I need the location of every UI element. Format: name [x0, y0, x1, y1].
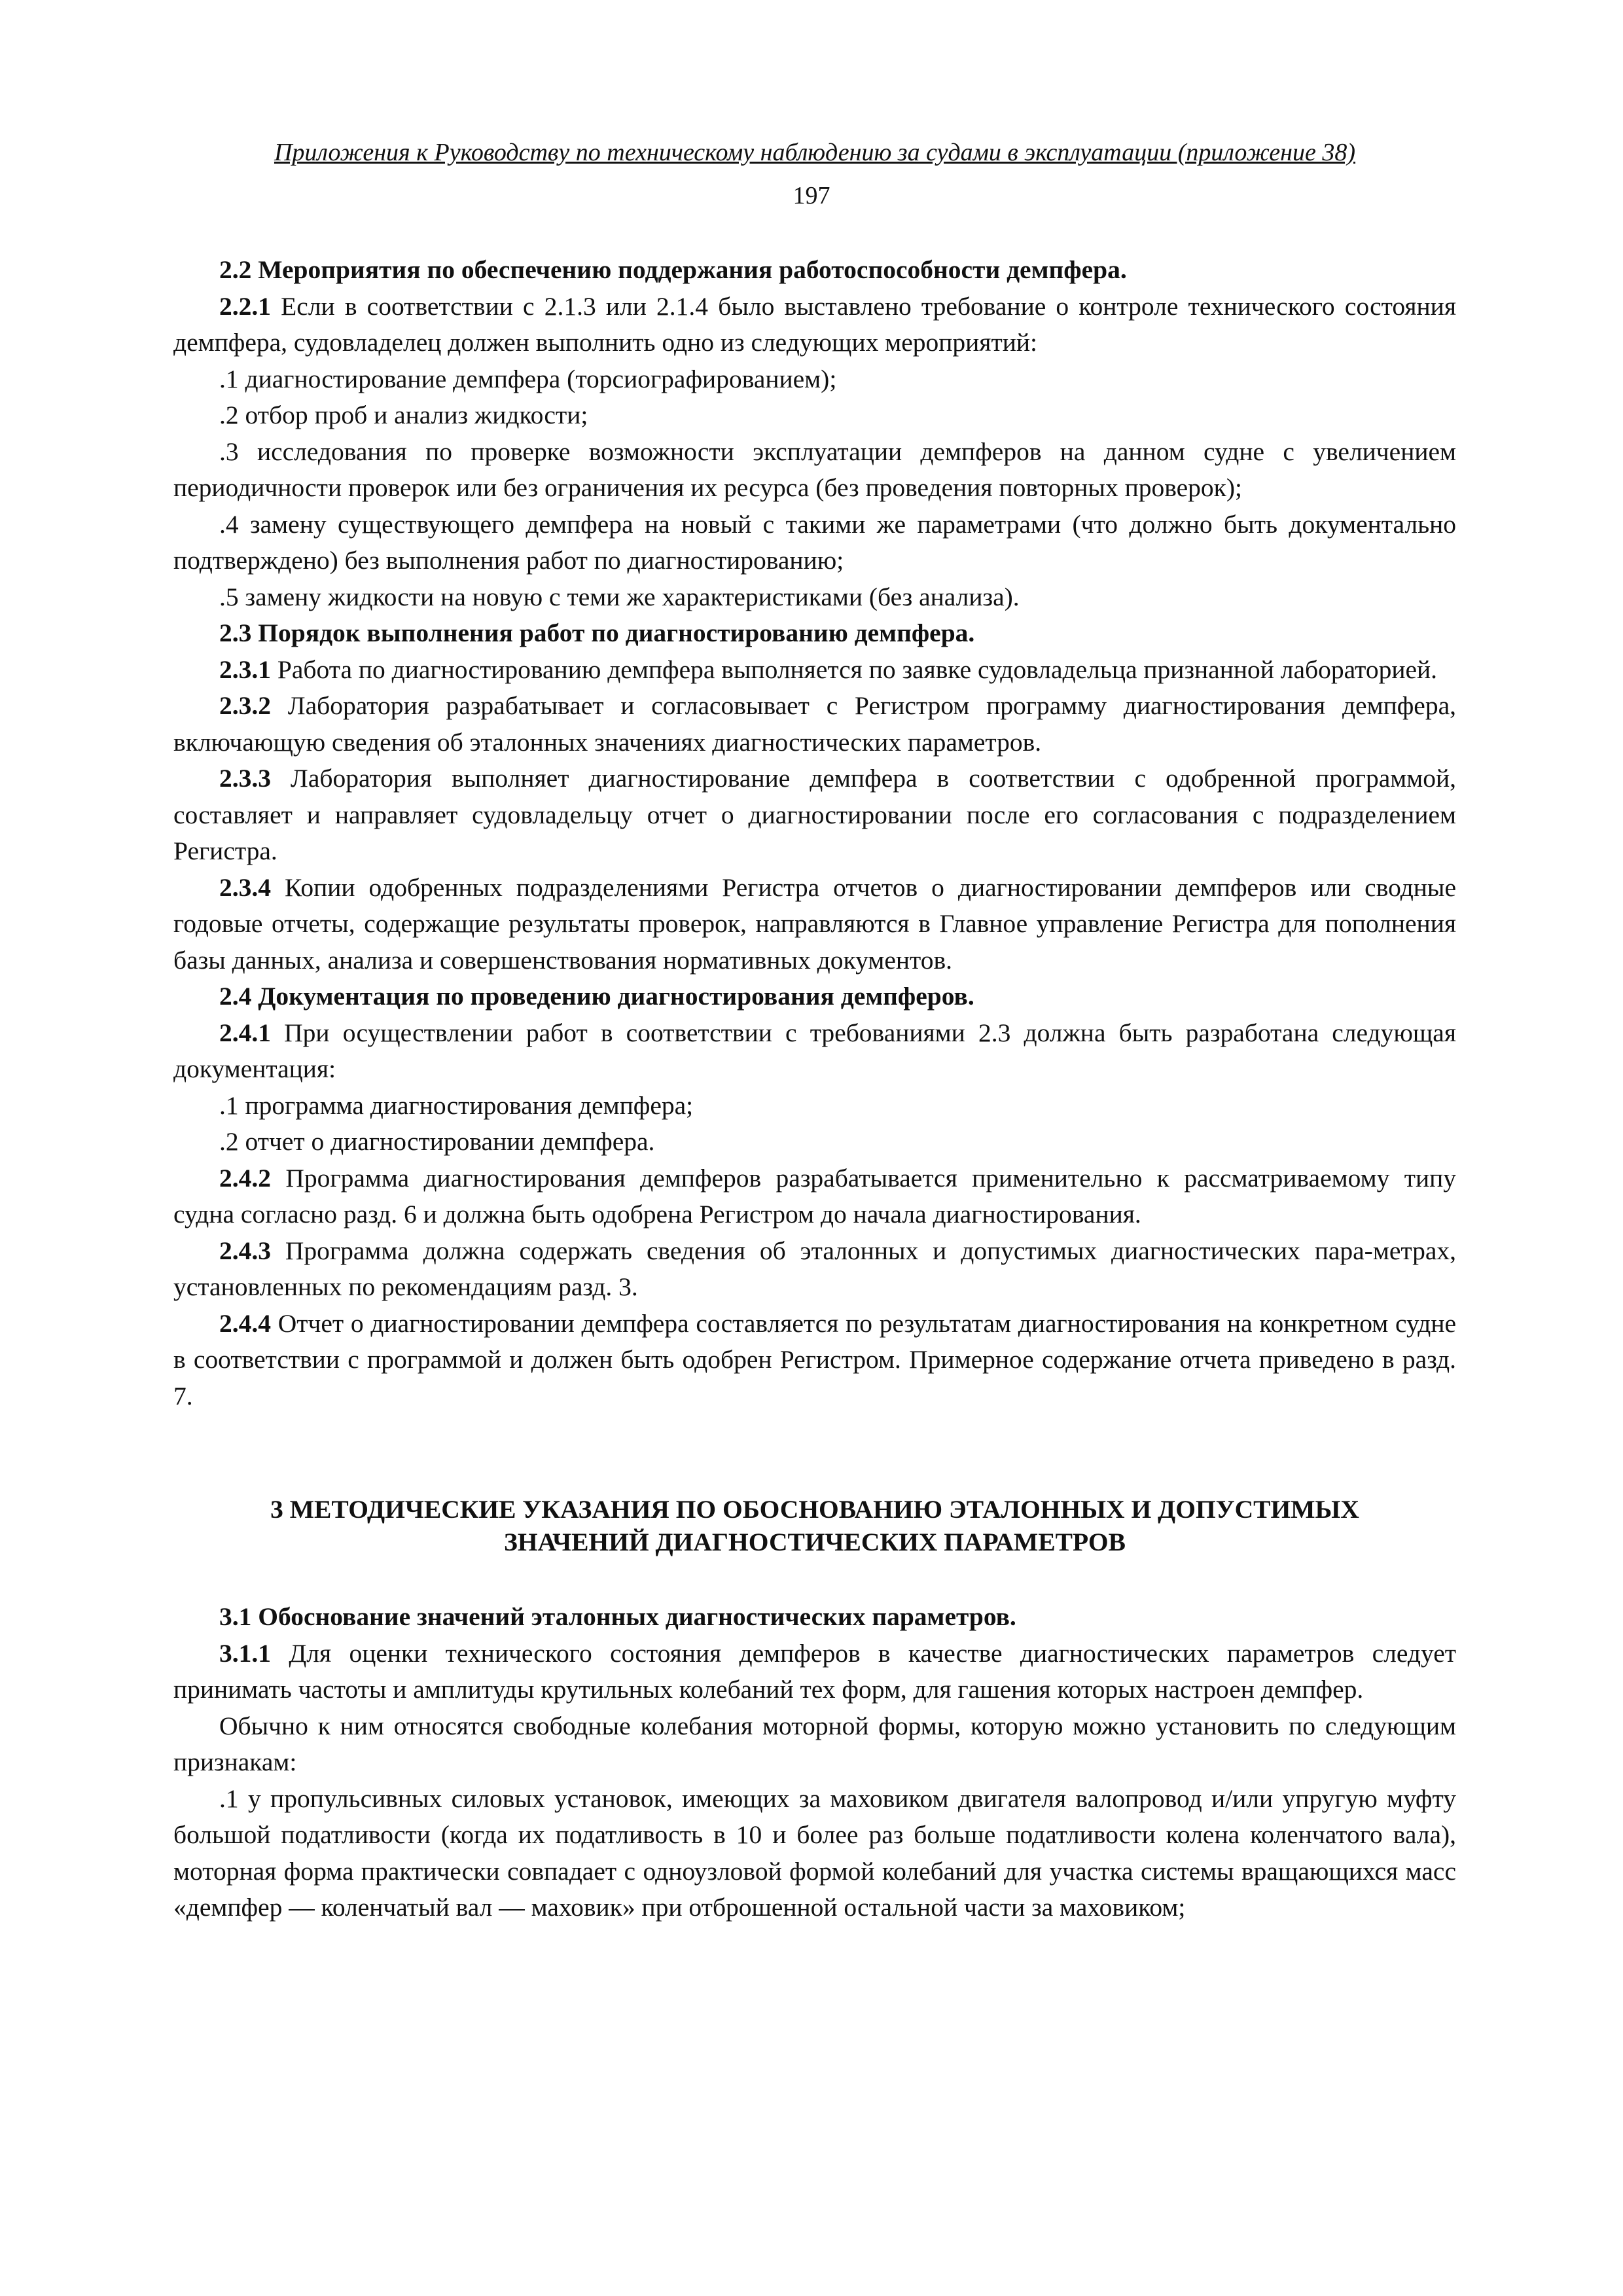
- paragraph-3-1-1: [173, 1636, 1456, 1708]
- page-number: 197: [793, 182, 830, 209]
- paragraph-2-4-2: [173, 1160, 1456, 1233]
- list-item-doc-2: .2 отчет о диагностировании демпфера.: [219, 1127, 655, 1156]
- paragraph-text: Работа по диагностированию демпфера выполняется по заявке судовладельца признанной лабораторией.: [271, 655, 1438, 684]
- clause-number: 2.4.3: [219, 1236, 271, 1265]
- clause-number: 2.4.2: [219, 1163, 271, 1193]
- running-header: Приложения к Руководству по техническому наблюдению за судами в эксплуатации (приложение 38): [274, 139, 1356, 166]
- clause-number: 3.1.1: [219, 1638, 271, 1668]
- heading-2-4: 2.4 Документация по проведению диагностирования демпферов.: [219, 982, 974, 1011]
- paragraph-2-3-2: [173, 688, 1456, 761]
- list-item-5: .5 замену жидкости на новую с теми же характеристиками (без анализа).: [219, 582, 1020, 611]
- list-item-1: .1 диагностирование демпфера (торсиографированием);: [219, 364, 837, 393]
- paragraph-2-4-1: [173, 1015, 1456, 1088]
- section-3-title-line-1: 3 МЕТОДИЧЕСКИЕ УКАЗАНИЯ ПО ОБОСНОВАНИЮ ЭТАЛОННЫХ И ДОПУСТИМЫХ: [270, 1495, 1359, 1524]
- clause-number: 2.4.1: [219, 1018, 271, 1047]
- clause-number: 2.3.2: [219, 691, 271, 720]
- clause-number: 2.3.1: [219, 655, 271, 684]
- paragraph-text: Программа должна содержать сведения об эталонных и допустимых диагностических пара-метрах, установленных по рекомендациям разд. 3.: [173, 1236, 1456, 1301]
- list-item-3: .3 исследования по проверке возможности эксплуатации демпферов на данном судне с увеличением периодичности проверок или без ограничения их ресурса (без проведения повторных проверок);: [173, 437, 1456, 502]
- paragraph-text: Лаборатория выполняет диагностирование демпфера в соответствии с одобренной программой, составляет и направляет судовладельцу отчет о диагностировании после его согласования с подразделением Регистра.: [173, 764, 1456, 865]
- clause-number: 2.3.3: [219, 764, 271, 793]
- section-spacer: [173, 1414, 1456, 1493]
- paragraph-text: Для оценки технического состояния демпферов в качестве диагностических параметров следует принимать частоты и амплитуды крутильных колебаний тех форм, для гашения которых настроен демпфер.: [173, 1638, 1456, 1704]
- paragraph-text: При осуществлении работ в соответствии с требованиями 2.3 должна быть разработана следующая документация:: [173, 1018, 1456, 1083]
- list-item-4: .4 замену существующего демпфера на новый с такими же параметрами (что должно быть документально подтверждено) без выполнения работ по диагностированию;: [173, 509, 1456, 575]
- clause-number: 2.4.4: [219, 1308, 271, 1338]
- heading-2-2: 2.2 Мероприятия по обеспечению поддержания работоспособности демпфера.: [219, 255, 1127, 284]
- list-item-2: .2 отбор проб и анализ жидкости;: [219, 401, 588, 429]
- paragraph-text: Лаборатория разрабатывает и согласовывает с Регистром программу диагностирования демпфера, включающую сведения об эталонных значениях диагностических параметров.: [173, 691, 1456, 757]
- document-body: [173, 252, 1456, 1926]
- heading-3-1: 3.1 Обоснование значений эталонных диагностических параметров.: [219, 1602, 1016, 1631]
- paragraph-2-4-3: [173, 1233, 1456, 1306]
- paragraph-2-3-3: [173, 761, 1456, 870]
- paragraph-2-4-4: [173, 1306, 1456, 1415]
- paragraph-text: Если в соответствии с 2.1.3 или 2.1.4 было выставлено требование о контроле технического состояния демпфера, судовладелец должен выполнить одно из следующих мероприятий:: [173, 291, 1456, 357]
- list-item-sign-1: .1 у пропульсивных силовых установок, имеющих за маховиком двигателя валопровод и/или упругую муфту большой податливости (когда их податливость в 10 и более раз больше податливости колена коленчатого вала), моторная форма практически совпадает с одноузловой формой колебаний для участка системы вращающихся масс «демпфер — коленчатый вал — маховик» при отброшенной остальной части за маховиком;: [173, 1784, 1456, 1922]
- clause-number: 2.3.4: [219, 872, 271, 902]
- paragraph-text: Программа диагностирования демпферов разрабатывается применительно к рассматриваемому типу судна согласно разд. 6 и должна быть одобрена Регистром до начала диагностирования.: [173, 1163, 1456, 1229]
- paragraph-text: Копии одобренных подразделениями Регистра отчетов о диагностировании демпферов или сводные годовые отчеты, содержащие результаты проверок, направляются в Главное управление Регистра для пополнения базы данных, анализа и совершенствования нормативных документов.: [173, 872, 1456, 975]
- clause-number: 2.2.1: [219, 291, 271, 321]
- section-3-title-line-2: ЗНАЧЕНИЙ ДИАГНОСТИЧЕСКИХ ПАРАМЕТРОВ: [504, 1528, 1126, 1556]
- paragraph-signs-intro: Обычно к ним относятся свободные колебания моторной формы, которую можно установить по следующим признакам:: [173, 1711, 1456, 1776]
- list-item-doc-1: .1 программа диагностирования демпфера;: [219, 1090, 694, 1120]
- paragraph-2-3-1: [173, 652, 1456, 689]
- paragraph-2-3-4: [173, 870, 1456, 979]
- section-spacer: [173, 1558, 1456, 1599]
- paragraph-2-2-1: [173, 289, 1456, 361]
- paragraph-text: Отчет о диагностировании демпфера составляется по результатам диагностирования на конкретном судне в соответствии с программой и должен быть одобрен Регистром. Примерное содержание отчета приведено в разд. 7.: [173, 1308, 1456, 1410]
- heading-2-3: 2.3 Порядок выполнения работ по диагностированию демпфера.: [219, 619, 975, 647]
